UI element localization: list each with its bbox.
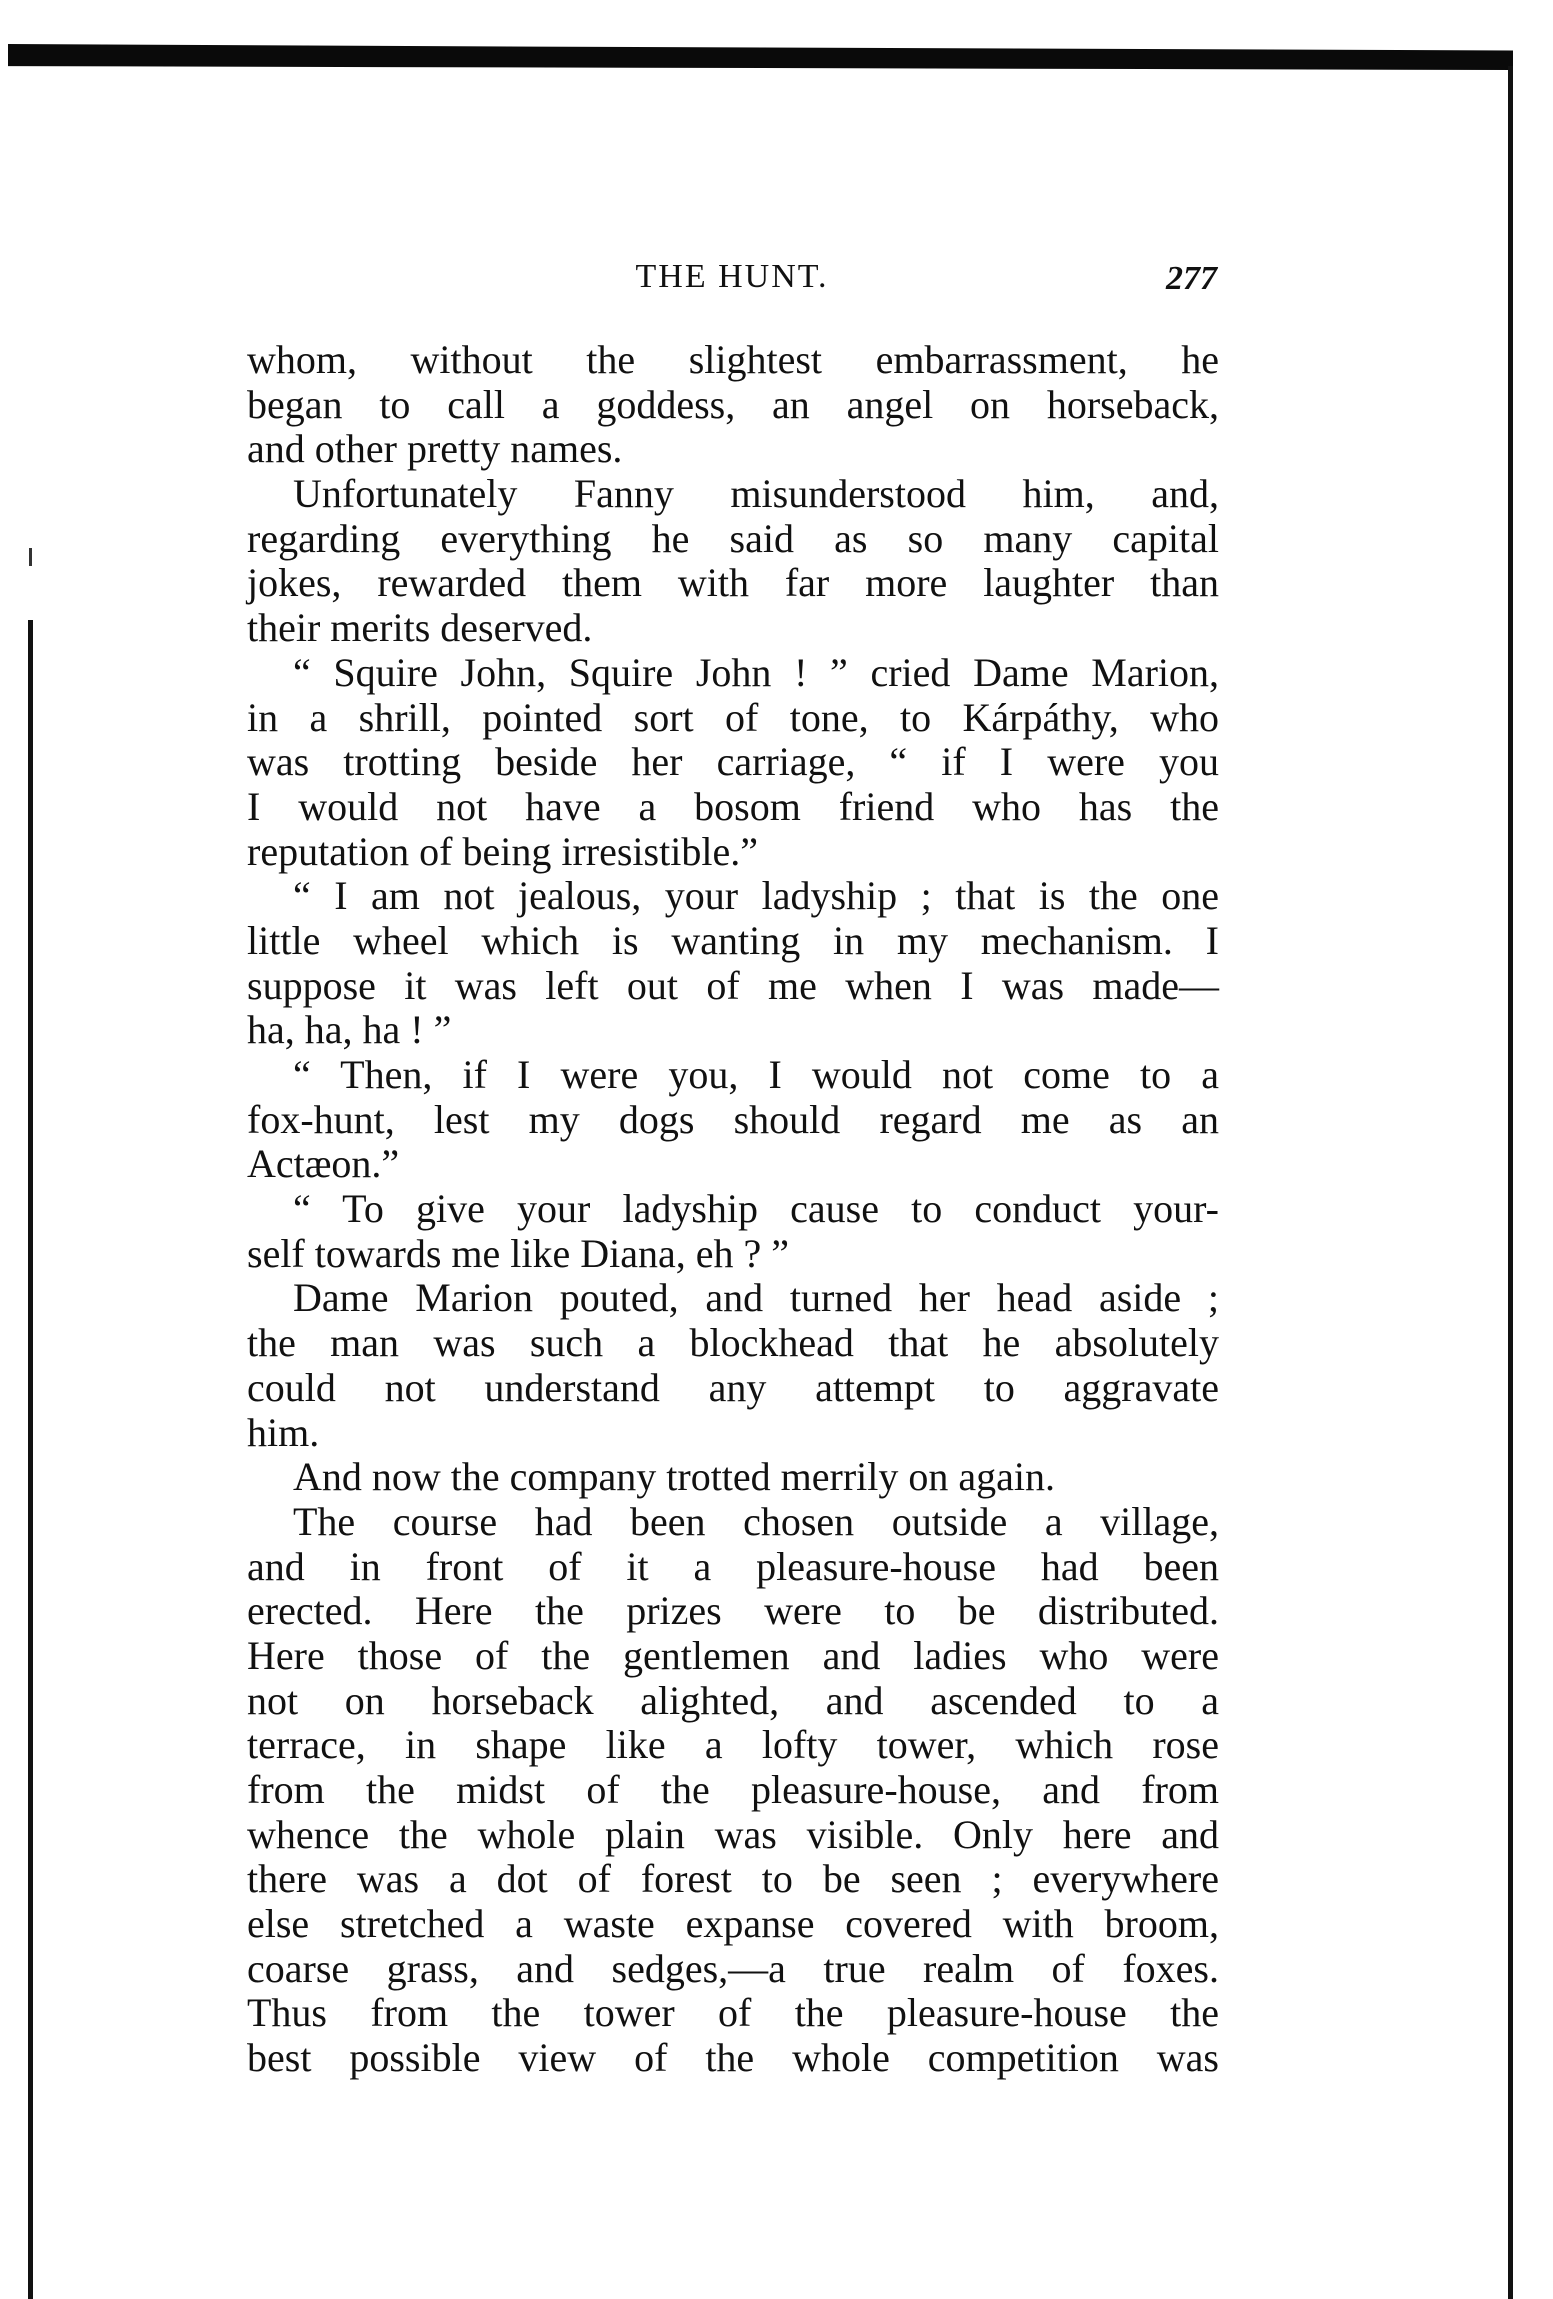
paragraph — [247, 1455, 1219, 1500]
text-line: little wheel which is wanting in my mechanism. I — [247, 917, 1219, 963]
text-line: not on horseback alighted, and ascended to a — [247, 1677, 1219, 1723]
text-line: The course had been chosen outside a village, — [293, 1498, 1219, 1544]
scan-edge-right-rule — [1508, 66, 1513, 2299]
text-line: in a shrill, pointed sort of tone, to Kárpáthy, who — [247, 694, 1219, 740]
paragraph — [247, 1053, 1219, 1187]
text-line: suppose it was left out of me when I was made— — [247, 962, 1219, 1008]
text-line: “ To give your ladyship cause to conduct your- — [293, 1186, 1219, 1232]
text-line: whence the whole plain was visible. Only here and — [247, 1811, 1219, 1857]
text-line: erected. Here the prizes were to be distributed. — [247, 1588, 1219, 1634]
text-line: began to call a goddess, an angel on horseback, — [247, 381, 1219, 427]
text-line: I would not have a bosom friend who has the — [247, 783, 1219, 829]
text-line: him. — [247, 1409, 320, 1455]
scan-edge-left-rule — [28, 620, 33, 2299]
text-line: Actæon.” — [247, 1141, 400, 1187]
text-line: “ Squire John, Squire John ! ” cried Dame Marion, — [293, 649, 1219, 695]
text-line: ha, ha, ha ! ” — [247, 1007, 452, 1053]
body-text — [247, 338, 1219, 2081]
text-line: whom, without the slightest embarrassment, he — [247, 337, 1219, 382]
text-line: from the midst of the pleasure-house, and from — [247, 1767, 1219, 1812]
paragraph — [247, 1187, 1219, 1276]
text-line: the man was such a blockhead that he absolutely — [247, 1320, 1219, 1366]
text-line: was trotting beside her carriage, “ if I were you — [247, 739, 1219, 785]
text-line: jokes, rewarded them with far more laughter than — [247, 560, 1219, 606]
text-line: their merits deserved. — [247, 605, 593, 651]
text-line: fox-hunt, lest my dogs should regard me as an — [247, 1096, 1219, 1142]
text-line: and other pretty names. — [247, 426, 623, 472]
paragraph — [247, 338, 1219, 472]
text-line: Thus from the tower of the pleasure-house the — [247, 1990, 1219, 2036]
paragraph — [247, 874, 1219, 1053]
text-line: there was a dot of forest to be seen ; everywhere — [247, 1856, 1219, 1902]
text-line: Here those of the gentlemen and ladies who were — [247, 1632, 1219, 1678]
text-line: could not understand any attempt to aggravate — [247, 1364, 1219, 1410]
paragraph — [247, 472, 1219, 651]
paragraph — [247, 1500, 1219, 2081]
text-line: “ Then, if I were you, I would not come to a — [293, 1052, 1219, 1097]
text-line: And now the company trotted merrily on again. — [293, 1454, 1056, 1500]
paragraph — [247, 651, 1219, 874]
text-line: else stretched a waste expanse covered with broom, — [247, 1901, 1219, 1947]
scan-edge-top-band — [8, 44, 1513, 70]
page-header — [247, 258, 1217, 302]
text-line: coarse grass, and sedges,—a true realm of foxes. — [247, 1945, 1219, 1991]
text-line: terrace, in shape like a lofty tower, which rose — [247, 1722, 1219, 1768]
text-line: best possible view of the whole competition was — [247, 2035, 1219, 2081]
text-line: “ I am not jealous, your ladyship ; that is the one — [293, 873, 1219, 919]
text-line: Unfortunately Fanny misunderstood him, and, — [293, 471, 1219, 517]
text-line: self towards me like Diana, eh ? ” — [247, 1230, 790, 1276]
running-title: THE HUNT. — [635, 258, 829, 295]
paragraph — [247, 1276, 1219, 1455]
text-line: reputation of being irresistible.” — [247, 828, 758, 874]
scan-mark — [29, 548, 32, 566]
text-line: and in front of it a pleasure-house had been — [247, 1543, 1219, 1589]
text-line: regarding everything he said as so many capital — [247, 515, 1219, 561]
text-line: Dame Marion pouted, and turned her head aside ; — [293, 1275, 1219, 1321]
page-number: 277 — [1166, 260, 1217, 297]
